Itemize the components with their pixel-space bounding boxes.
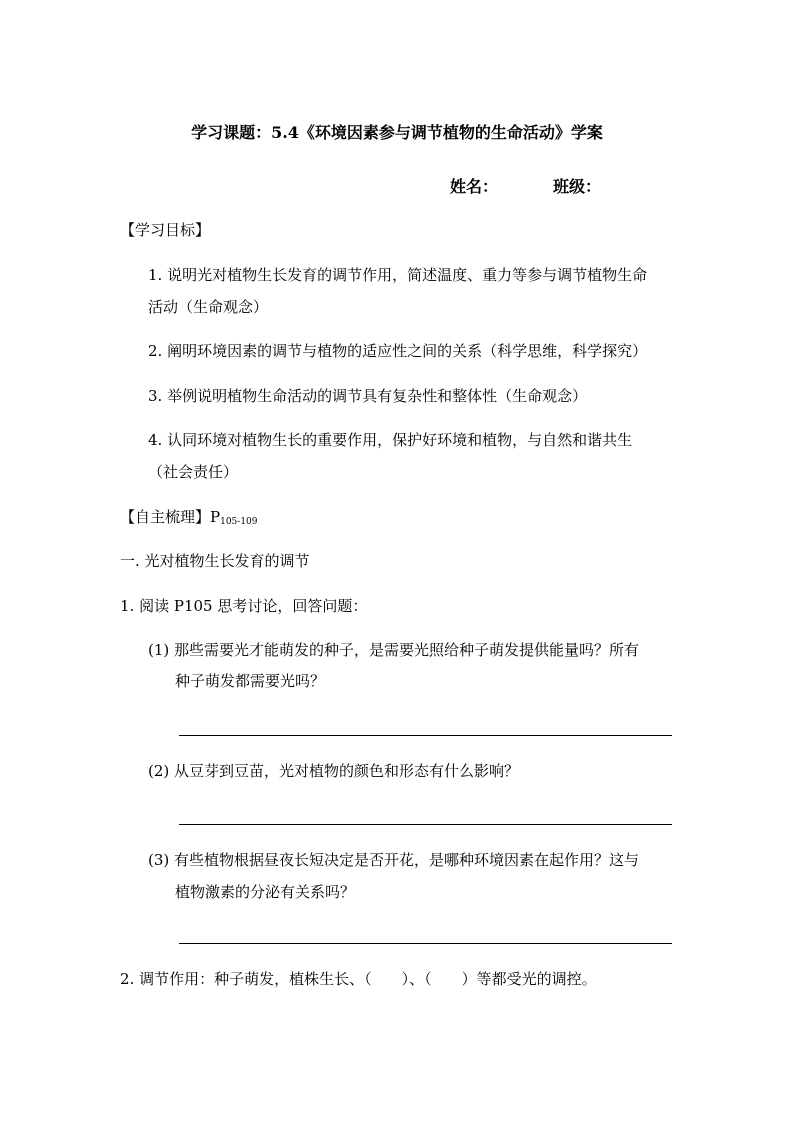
objective-2: 2. 阐明环境因素的调节与植物的适应性之间的关系（科学思维，科学探究） [148, 342, 648, 360]
answer-line-1[interactable] [179, 735, 672, 736]
objective-1-line1: 1. 说明光对植物生长发育的调节作用，简述温度、重力等参与调节植物生命 [148, 266, 648, 284]
objective-4-line2: （社会责任） [148, 463, 239, 481]
class-label: 班级： [553, 177, 602, 196]
question-2: 2. 调节作用：种子萌发，植株生长、（ ）、（ ）等都受光的调控。 [120, 970, 597, 988]
review-heading [120, 506, 258, 527]
review-heading-label: 【自主梳理】P [120, 508, 221, 526]
review-pages: 105-109 [220, 517, 258, 527]
document-title: 学习课题：5.4《环境因素参与调节植物的生命活动》学案 [191, 123, 603, 142]
answer-line-3[interactable] [179, 943, 672, 944]
sub-question-1-line1: (1) 那些需要光才能萌发的种子，是需要光照给种子萌发提供能量吗？所有 [148, 641, 640, 659]
name-label: 姓名： [450, 177, 499, 196]
objective-1-line2: 活动（生命观念） [148, 298, 269, 316]
sub-question-1-line2: 种子萌发都需要光吗？ [175, 672, 326, 690]
objective-4-line1: 4. 认同环境对植物生长的重要作用，保护好环境和植物，与自然和谐共生 [148, 431, 633, 449]
answer-line-2[interactable] [179, 824, 672, 825]
sub-question-2: (2) 从豆芽到豆苗，光对植物的颜色和形态有什么影响？ [148, 762, 520, 780]
objective-3: 3. 举例说明植物生命活动的调节具有复杂性和整体性（生命观念） [148, 387, 588, 405]
objectives-heading: 【学习目标】 [120, 221, 211, 239]
sub-question-3-line1: (3) 有些植物根据昼夜长短决定是否开花，是哪种环境因素在起作用？这与 [148, 851, 640, 869]
part-one-heading: 一. 光对植物生长发育的调节 [120, 552, 310, 570]
question-1-intro: 1. 阅读 P105 思考讨论，回答问题： [120, 597, 368, 615]
sub-question-3-line2: 植物激素的分泌有关系吗？ [175, 883, 356, 901]
